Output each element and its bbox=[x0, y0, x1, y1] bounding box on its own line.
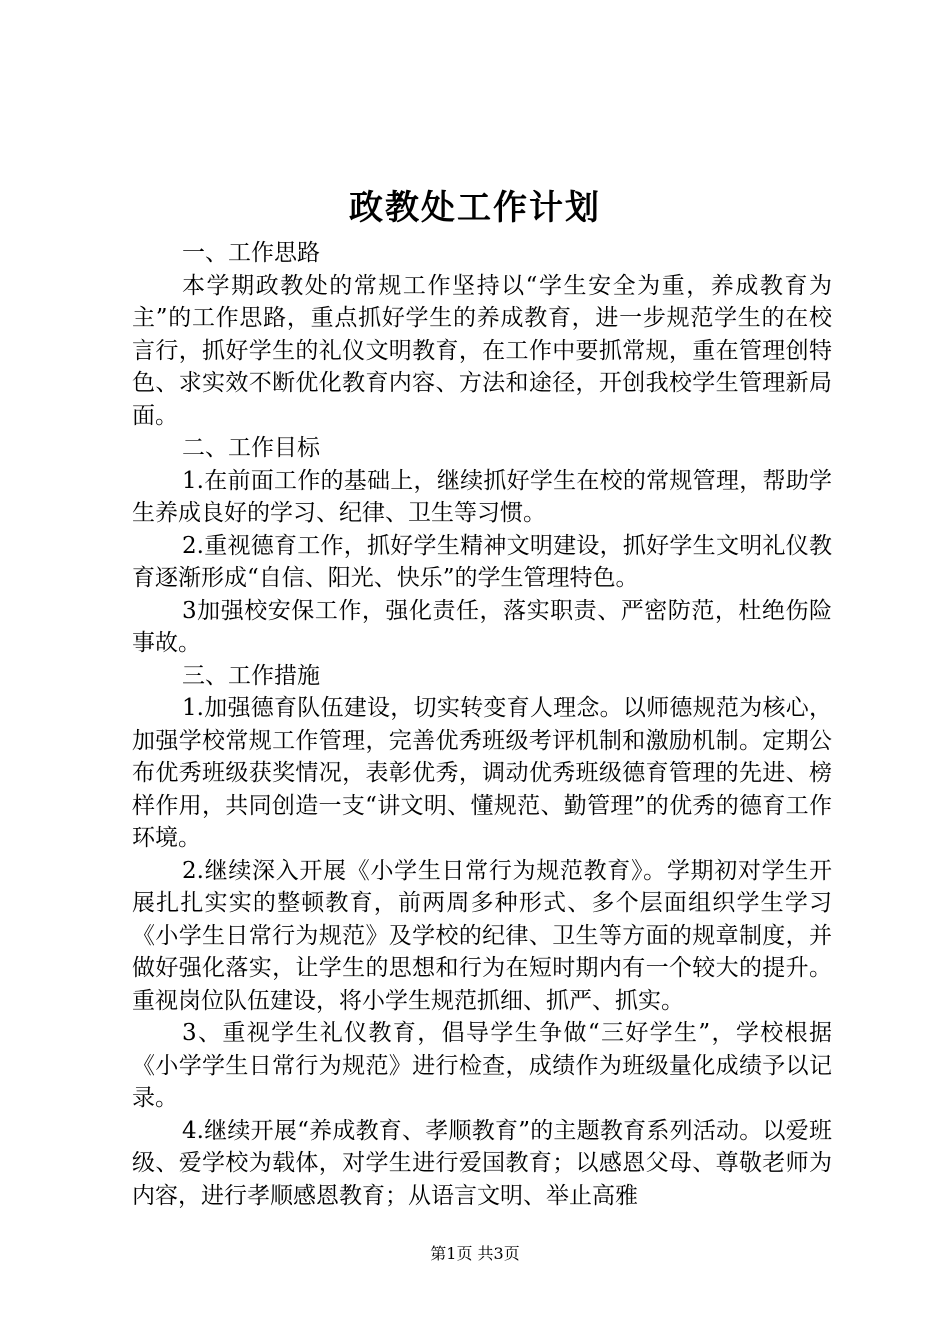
page-number-footer: 第1页 共3页 bbox=[430, 1244, 520, 1263]
measure-item-3: 3、重视学生礼仪教育，倡导学生争做“三好学生”，学校根据《小学学生日常行为规范》进行检查，成绩作为班级量化成绩予以记录。 bbox=[132, 1020, 832, 1111]
goal-item-1: 1.在前面工作的基础上，继续抓好学生在校的常规管理，帮助学生养成良好的学习、纪律、卫生等习惯。 bbox=[132, 467, 832, 526]
paragraph-work-idea: 本学期政教处的常规工作坚持以“学生安全为重，养成教育为主”的工作思路，重点抓好学生的养成教育，进一步规范学生的在校言行，抓好学生的礼仪文明教育，在工作中要抓常规，重在管理创特色、求实效不断优化教育内容、方法和途径，开创我校学生管理新局面。 bbox=[132, 272, 832, 429]
measure-item-1: 1.加强德育队伍建设，切实转变育人理念。以师德规范为核心，加强学校常规工作管理，完善优秀班级考评机制和激励机制。定期公布优秀班级获奖情况，表彰优秀，调动优秀班级德育管理的先进、榜样作用，共同创造一支“讲文明、懂规范、勤管理”的优秀的德育工作环境。 bbox=[132, 695, 832, 851]
section-heading-3: 三、工作措施 bbox=[182, 662, 320, 689]
goal-item-2: 2.重视德育工作，抓好学生精神文明建设，抓好学生文明礼仪教育逐渐形成“自信、阳光、快乐”的学生管理特色。 bbox=[132, 532, 832, 591]
section-heading-1: 一、工作思路 bbox=[182, 240, 320, 266]
section-heading-2: 二、工作目标 bbox=[182, 435, 320, 461]
measure-item-4: 4.继续开展“养成教育、孝顺教育”的主题教育系列活动。以爱班级、爱学校为载体，对学生进行爱国教育；以感恩父母、尊敬老师为内容，进行孝顺感恩教育；从语言文明、举止高雅 bbox=[132, 1117, 832, 1209]
goal-item-3: 3加强校安保工作，强化责任，落实职责、严密防范，杜绝伤险事故。 bbox=[132, 597, 832, 656]
measure-item-2: 2.继续深入开展《小学生日常行为规范教育》。学期初对学生开展扎扎实实的整顿教育，前两周多种形式、多个层面组织学生学习《小学生日常行为规范》及学校的纪律、卫生等方面的规章制度，并做好强化落实，让学生的思想和行为在短时期内有一个较大的提升。重视岗位队伍建设，将小学生规范抓细、抓严、抓实。 bbox=[132, 857, 832, 1014]
document-title: 政教处工作计划 bbox=[349, 188, 601, 228]
document-body bbox=[132, 237, 832, 1212]
